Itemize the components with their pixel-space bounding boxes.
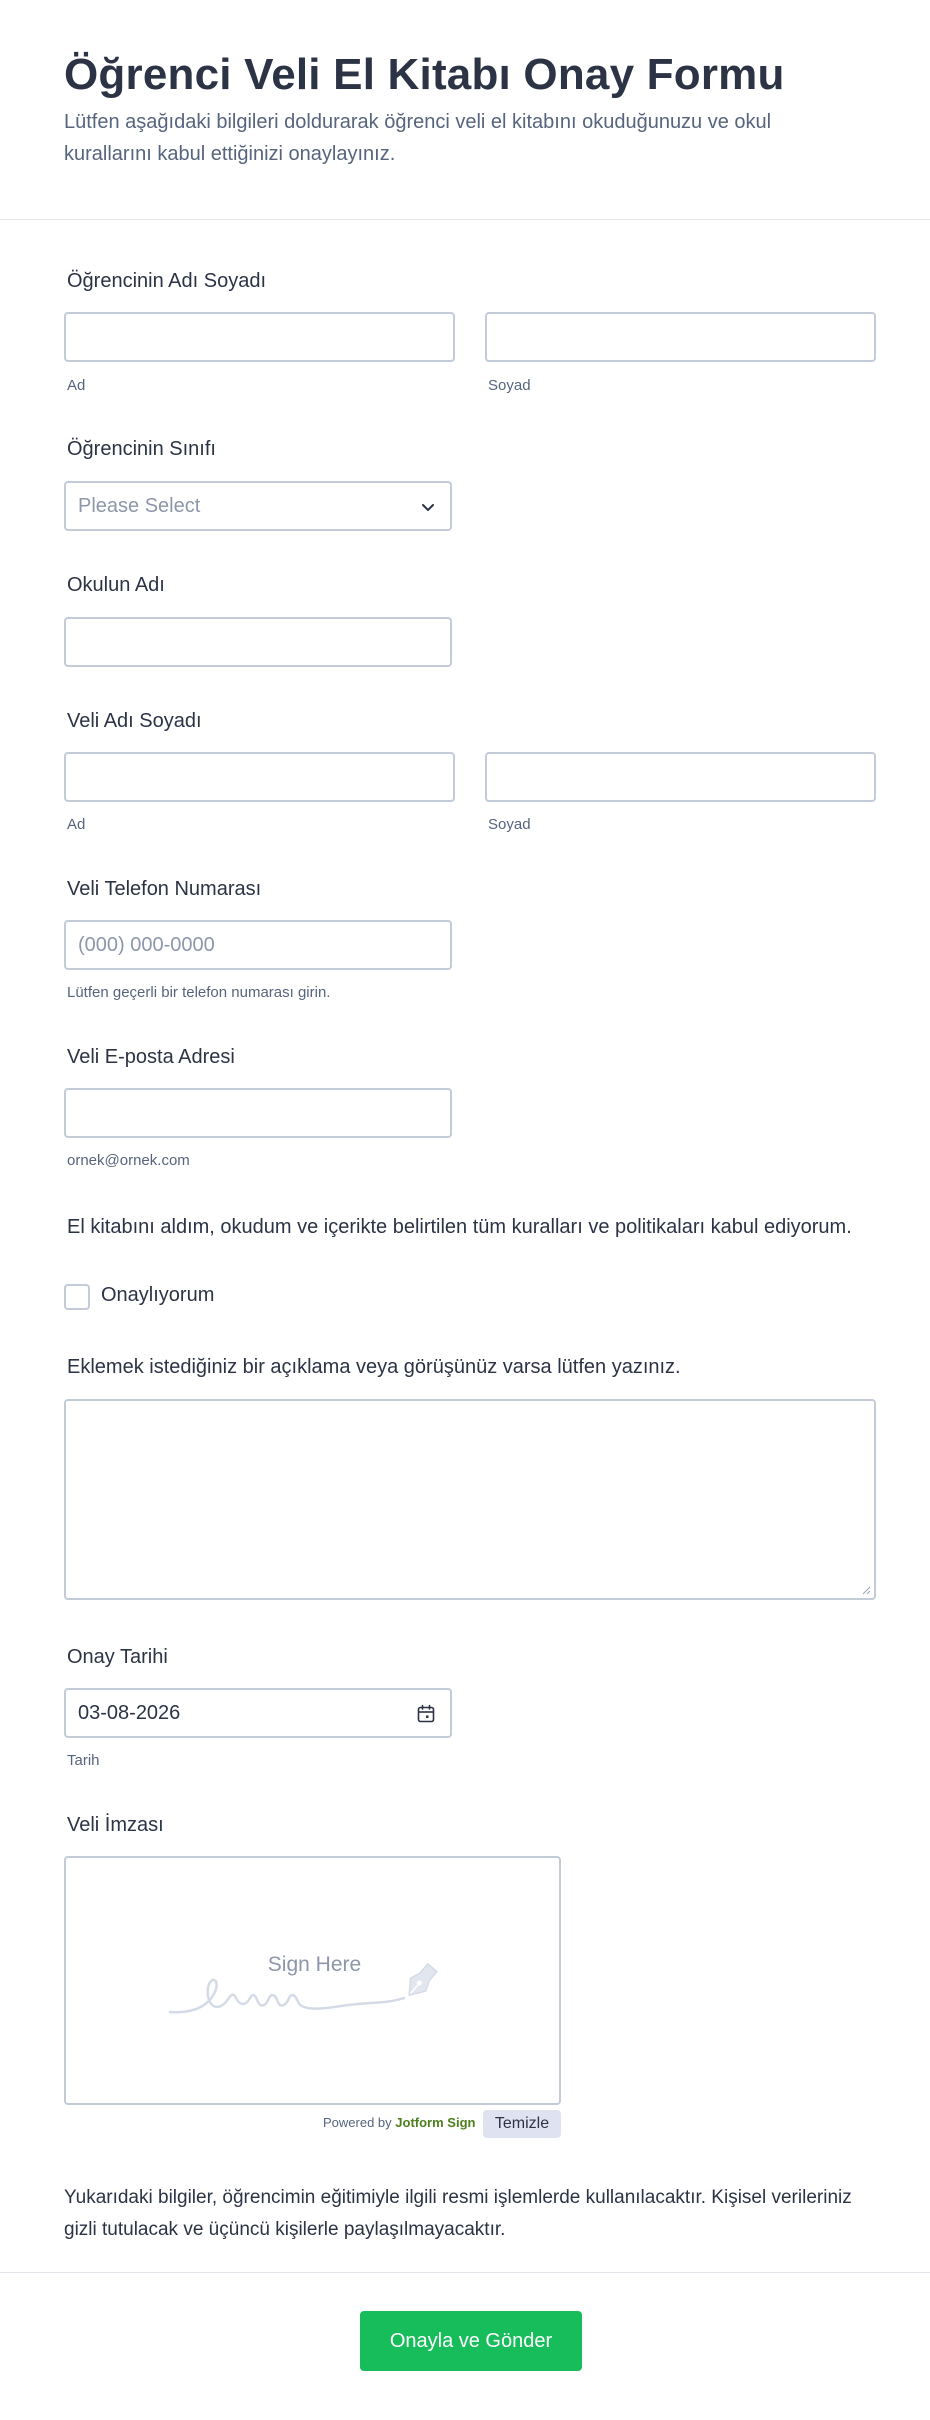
approval-date-label: Onay Tarihi	[67, 1646, 168, 1668]
signature-hint: Sign Here	[267, 1953, 362, 1976]
approval-date-sublabel: Tarih	[67, 1752, 100, 1769]
parent-name-label: Veli Adı Soyadı	[67, 710, 202, 732]
comments-textarea[interactable]	[64, 1399, 876, 1600]
calendar-icon[interactable]	[416, 1704, 436, 1724]
consent-checkbox[interactable]	[64, 1284, 90, 1310]
parent-first-name-sublabel: Ad	[67, 816, 86, 833]
parent-phone-placeholder: (000) 000-0000	[78, 934, 215, 956]
comments-label: Eklemek istediğiniz bir açıklama veya görüşünüz varsa lütfen yazınız.	[67, 1356, 681, 1378]
chevron-down-icon	[420, 499, 436, 515]
parent-email-input[interactable]	[64, 1088, 452, 1138]
privacy-notice: Yukarıdaki bilgiler, öğrencimin eğitimiyle ilgili resmi işlemlerde kullanılacaktır. Kişisel verileriniz gizli tutulacak ve üçüncü kişilerle paylaşılmayacaktır.	[64, 2187, 852, 2240]
approval-date-value: 03-08-2026	[78, 1702, 181, 1724]
submit-button[interactable]: Onayla ve Gönder	[360, 2311, 582, 2371]
page-subtitle: Lütfen aşağıdaki bilgileri doldurarak öğrenci veli el kitabını okuduğunuzu ve okul kurallarını kabul ettiğinizi onaylayınız.	[64, 111, 772, 165]
parent-last-name-sublabel: Soyad	[488, 816, 531, 833]
school-name-input[interactable]	[64, 617, 452, 667]
parent-email-label: Veli E-posta Adresi	[67, 1046, 235, 1068]
parent-phone-sublabel: Lütfen geçerli bir telefon numarası girin.	[67, 984, 331, 1001]
student-class-placeholder: Please Select	[78, 495, 201, 517]
form-header	[0, 0, 930, 220]
parent-last-name-input[interactable]	[485, 752, 876, 802]
student-last-name-input[interactable]	[485, 312, 876, 362]
approval-date-input[interactable]	[64, 1688, 452, 1738]
page-title: Öğrenci Veli El Kitabı Onay Formu	[64, 50, 785, 99]
student-name-label: Öğrencinin Adı Soyadı	[67, 270, 267, 292]
form-footer	[0, 2272, 930, 2420]
student-first-name-sublabel: Ad	[67, 377, 86, 394]
resize-grip-icon[interactable]	[861, 1585, 871, 1595]
student-first-name-input[interactable]	[64, 312, 455, 362]
powered-by-text	[323, 2115, 475, 2130]
parent-phone-label: Veli Telefon Numarası	[67, 878, 262, 900]
signature-placeholder-icon	[166, 1954, 456, 2024]
parent-email-sublabel: ornek@ornek.com	[67, 1152, 190, 1169]
student-class-label: Öğrencinin Sınıfı	[67, 438, 216, 460]
consent-question: El kitabını aldım, okudum ve içerikte belirtilen tüm kuralları ve politikaları kabul ediyorum.	[67, 1216, 852, 1238]
student-last-name-sublabel: Soyad	[488, 377, 531, 394]
student-class-select[interactable]	[64, 481, 452, 531]
school-name-label: Okulun Adı	[67, 574, 165, 596]
signature-pad[interactable]	[64, 1856, 561, 2105]
powered-brand: Jotform Sign	[395, 2115, 476, 2130]
clear-signature-button[interactable]: Temizle	[483, 2110, 561, 2138]
powered-prefix: Powered by	[323, 2115, 392, 2130]
parent-phone-input[interactable]	[64, 920, 452, 970]
consent-option-label[interactable]: Onaylıyorum	[101, 1284, 215, 1306]
signature-label: Veli İmzası	[67, 1814, 164, 1836]
parent-first-name-input[interactable]	[64, 752, 455, 802]
